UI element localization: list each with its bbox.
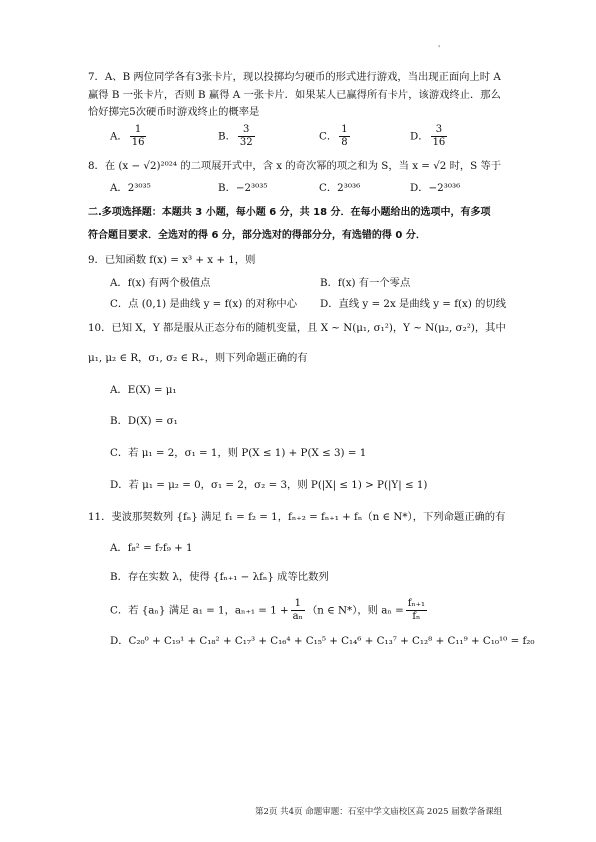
q9-stem: 9．已知函数 f(x) = x³ + x + 1，则	[88, 254, 256, 266]
page-footer: 第2页 共4页 命题审题：石室中学文庙校区高 2025 届数学备课组	[255, 807, 503, 817]
q7-option-b	[218, 124, 257, 149]
q10-option-c: C．若 μ₁ = 2，σ₁ = 1，则 P(X ≤ 1) + P(X ≤ 3) = 1	[110, 447, 367, 459]
q9-option-c: C．点 (0,1) 是曲线 y = f(x) 的对称中心	[110, 298, 297, 310]
option-fraction: $\frac{1}{8}$	[341, 124, 348, 148]
q10-option-b: B．D(X) = σ₁	[110, 415, 178, 427]
q11-option-a: A．f₈² = f₇f₉ + 1	[110, 542, 193, 554]
q11-c-middle: （n ∈ N*），则 aₙ =	[306, 604, 404, 617]
section2-heading-line1: 二.多项选择题：本题共 3 小题，每小题 6 分，共 18 分．在每小题给出的选项中，有多项	[88, 207, 491, 218]
option-label: D．	[410, 130, 429, 143]
q7-line1: 7．A、B 两位同学各有3张卡片，现以投掷均匀硬币的形式进行游戏，当出现正面向上时 A	[88, 71, 501, 83]
option-fraction: $\frac{3}{16}$	[432, 124, 446, 148]
q11-option-d: D．C₂₀⁰ + C₁₉¹ + C₁₈² + C₁₇³ + C₁₆⁴ + C₁₅⁵ + C₁₄⁶ + C₁₃⁷ + C₁₂⁸ + C₁₁⁹ + C₁₀¹⁰ = f₂₀	[110, 635, 535, 647]
section2-heading-line2: 符合题目要求．全选对的得 6 分，部分选对的得部分分，有选错的得 0 分．	[88, 230, 426, 241]
q7-line3: 恰好掷完5次硬币时游戏终止的概率是	[88, 106, 260, 118]
q11-option-b: B．存在实数 λ，使得 {fₙ₊₁ − λfₙ} 成等比数列	[110, 571, 329, 583]
q9-option-a: A．f(x) 有两个极值点	[110, 277, 211, 289]
q8-option-c: C．2³⁰³⁶	[319, 182, 361, 194]
q7-option-c	[319, 124, 352, 149]
q11-c-prefix: C．若 {aₙ} 满足 a₁ = 1，aₙ₊₁ = 1 +	[110, 604, 289, 617]
q10-line2: μ₁, μ₂ ∈ R，σ₁, σ₂ ∈ R₊，则下列命题正确的有	[88, 352, 308, 364]
q9-option-b: B．f(x) 有一个零点	[320, 277, 411, 289]
q9-option-d: D．直线 y = 2x 是曲线 y = f(x) 的切线	[320, 298, 507, 310]
q10-option-d: D．若 μ₁ = μ₂ = 0，σ₁ = 2，σ₂ = 3，则 P(|X| ≤ 1) > P(|Y| ≤ 1)	[110, 479, 428, 491]
option-label: A．	[110, 130, 128, 143]
q7-option-d	[410, 124, 449, 149]
q11-c-fraction-1: $\frac{1}{\text{aₙ}}$	[292, 598, 303, 622]
q8-option-a: A．2³⁰³⁵	[110, 182, 151, 194]
q7-line2: 赢得 B 一张卡片，否则 B 赢得 A 一张卡片．如果某人已赢得所有卡片，该游戏终止．那么	[88, 89, 501, 101]
q8-option-d: D．−2³⁰³⁶	[410, 182, 461, 194]
q10-option-a: A．E(X) = μ₁	[110, 384, 177, 396]
q7-option-a	[110, 124, 148, 149]
q8-option-b: B．−2³⁰³⁵	[218, 182, 268, 194]
q11-c-fraction-2: $\frac{\text{fₙ₊₁}}{\text{fₙ}}$	[407, 598, 426, 622]
option-fraction: $\frac{1}{16}$	[131, 124, 145, 148]
option-label: C．	[319, 130, 338, 143]
option-fraction: $\frac{3}{32}$	[239, 124, 253, 148]
q10-line1: 10．已知 X，Y 都是服从正态分布的随机变量，且 X ~ N(μ₁, σ₁²)，Y ~ N(μ₂, σ₂²)，其中	[88, 322, 506, 334]
option-label: B．	[218, 130, 236, 143]
q11-stem: 11．斐波那契数列 {fₙ} 满足 f₁ = f₂ = 1，fₙ₊₂ = fₙ₊₁ + fₙ（n ∈ N*），下列命题正确的有	[88, 511, 506, 523]
q11-option-c	[110, 598, 429, 623]
q8-stem: 8．在 (x − √2)²⁰²⁴ 的二项展开式中，含 x 的奇次幂的项之和为 S，当 x = √2 时，S 等于	[88, 160, 502, 172]
header-mark: '	[438, 44, 441, 53]
